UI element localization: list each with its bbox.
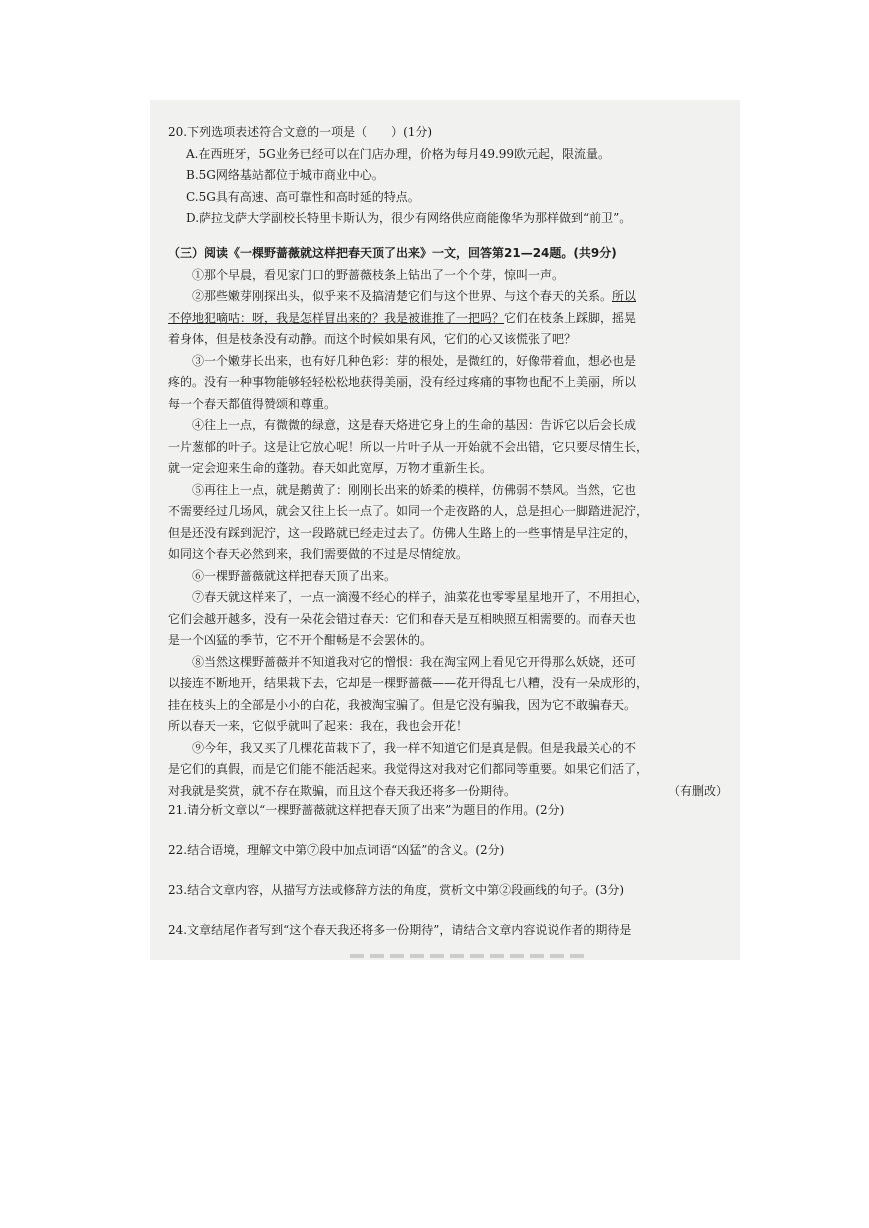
questions-21-24 bbox=[168, 800, 728, 940]
paragraph-4-line-3: 就一定会迎来生命的蓬勃。春天如此宽厚，万物才重新生长。 bbox=[168, 461, 493, 475]
source-note: （有删改） bbox=[667, 783, 728, 798]
paragraph-9-line-3 bbox=[168, 781, 728, 803]
underlined-sentence-start: 所以 bbox=[612, 289, 637, 303]
paragraph-5-line-2: 不需要经过几场风，就会又往上长一点了。如同一个走夜路的人，总是担心一脚踏进泥泞， bbox=[168, 504, 649, 518]
question-24: 24.文章结尾作者写到“这个春天我还将多一份期待”，请结合文章内容说说作者的期待是 bbox=[168, 923, 632, 937]
section-3-heading: （三）阅读《一棵野蔷薇就这样把春天顶了出来》一文，回答第21—24题。(共9分) bbox=[168, 246, 617, 260]
paragraph-2-line-3: 着身体，但是枝条没有动静。而这个时候如果有风，它们的心又该慌张了吧？ bbox=[168, 332, 577, 346]
paragraph-9-line-1: ⑨今年，我又买了几棵花苗栽下了，我一样不知道它们是真是假。但是我最关心的不 bbox=[192, 740, 637, 755]
paragraph-8-line-2: 以接连不断地开，结果栽下去，它却是一棵野蔷薇——花开得乱七八糟，没有一朵成形的， bbox=[168, 676, 649, 690]
paragraph-3-line-1: ③一个嫩芽长出来，也有好几种色彩：芽的根处，是微红的，好像带着血，想必也是 bbox=[192, 353, 637, 368]
paragraph-2-text: ②那些嫩芽刚探出头，似乎来不及搞清楚它们与这个世界、与这个春天的关系。 bbox=[192, 289, 613, 303]
paragraph-3-line-3: 每一个春天都值得赞颂和尊重。 bbox=[168, 396, 337, 411]
paragraph-7-line-1: ⑦春天就这样来了，一点一滴漫不经心的样子，油菜花也零零星星地开了，不用担心， bbox=[192, 590, 649, 604]
paragraph-9-last-text: 对我就是奖赏，就不存在欺骗，而且这个春天我还将多一份期待。 bbox=[168, 783, 517, 798]
paragraph-3-line-2: 疼的。没有一种事物能够轻轻松松地获得美丽，没有经过疼痛的事物也配不上美丽，所以 bbox=[168, 375, 637, 389]
paragraph-1: ①那个早晨，看见家门口的野蔷薇枝条上钻出了一个个芽，惊叫一声。 bbox=[192, 267, 565, 282]
paragraph-5-line-3: 但是还没有踩到泥泞，这一段路就已经走过去了。仿佛人生路上的一些事情是早注定的， bbox=[168, 525, 637, 540]
question-22: 22.结合语境，理解文中第⑦段中加点词语“凶猛”的含义。(2分) bbox=[168, 843, 505, 857]
question-23: 23.结合文章内容，从描写方法或修辞方法的角度，赏析文中第②段画线的句子。(3分) bbox=[168, 883, 625, 897]
paragraph-8-line-3: 挂在枝头上的全部是小小的白花，我被淘宝骗了。但是它没有骗我，因为它不敢骗春天。 bbox=[168, 697, 637, 712]
question-20 bbox=[168, 122, 728, 230]
paragraph-7-line-2: 它们会越开越多，没有一朵花会错过春天：它们和春天是互相映照互相需要的。而春天也 bbox=[168, 611, 637, 626]
question-20-stem: 20.下列选项表述符合文意的一项是（ ）(1分) bbox=[168, 125, 433, 139]
paragraph-2-line-2 bbox=[168, 308, 728, 330]
question-20-option-c: C.5G具有高速、高可靠性和高时延的特点。 bbox=[186, 189, 420, 204]
paragraph-2-line-1 bbox=[168, 286, 728, 308]
question-20-option-d: D.萨拉戈萨大学副校长特里卡斯认为，很少有网络供应商能像华为那样做到“前卫”。 bbox=[186, 211, 632, 225]
question-21: 21.请分析文章以“一棵野蔷薇就这样把春天顶了出来”为题目的作用。(2分) bbox=[168, 803, 565, 817]
underlined-sentence: 不停地犯嘀咕：呀，我是怎样冒出来的？我是被谁推了一把吗？ bbox=[168, 310, 505, 325]
paragraph-8-line-4: 所以春天一来，它似乎就叫了起来：我在，我也会开花！ bbox=[168, 719, 469, 733]
paragraph-5-line-4: 如同这个春天必然到来，我们需要做的不过是尽情绽放。 bbox=[168, 547, 469, 561]
reading-section-3 bbox=[168, 243, 728, 802]
paragraph-8-line-1: ⑧当然这棵野蔷薇并不知道我对它的憎恨：我在淘宝网上看见它开得那么妖娆，还可 bbox=[192, 654, 637, 669]
question-20-option-b: B.5G网络基站都位于城市商业中心。 bbox=[186, 168, 384, 182]
exam-page-scan bbox=[150, 100, 740, 960]
question-20-option-a: A.在西班牙，5G业务已经可以在门店办理，价格为每月49.99欧元起，限流量。 bbox=[186, 146, 611, 161]
paragraph-4-line-2: 一片葱郁的叶子。这是让它放心呢！所以一片叶子从一开始就不会出错，它只要尽情生长， bbox=[168, 439, 649, 454]
paragraph-4-line-1: ④往上一点，有微微的绿意，这是春天烙进它身上的生命的基因：告诉它以后会长成 bbox=[192, 418, 637, 432]
paragraph-5-line-1: ⑤再往上一点，就是鹅黄了：刚刚长出来的娇柔的模样，仿佛弱不禁风。当然，它也 bbox=[192, 482, 637, 497]
paragraph-2-text-cont: 它们在枝条上踩脚，摇晃 bbox=[504, 310, 637, 325]
paragraph-6: ⑥一棵野蔷薇就这样把春天顶了出来。 bbox=[192, 568, 397, 583]
paragraph-9-line-2: 是它们的真假，而是它们能不能活起来。我觉得这对我对它们都同等重要。如果它们活了， bbox=[168, 762, 649, 776]
paragraph-7-line-3: 是一个凶猛的季节，它不开个酣畅是不会罢休的。 bbox=[168, 633, 433, 647]
cropped-footer-line bbox=[350, 954, 590, 958]
